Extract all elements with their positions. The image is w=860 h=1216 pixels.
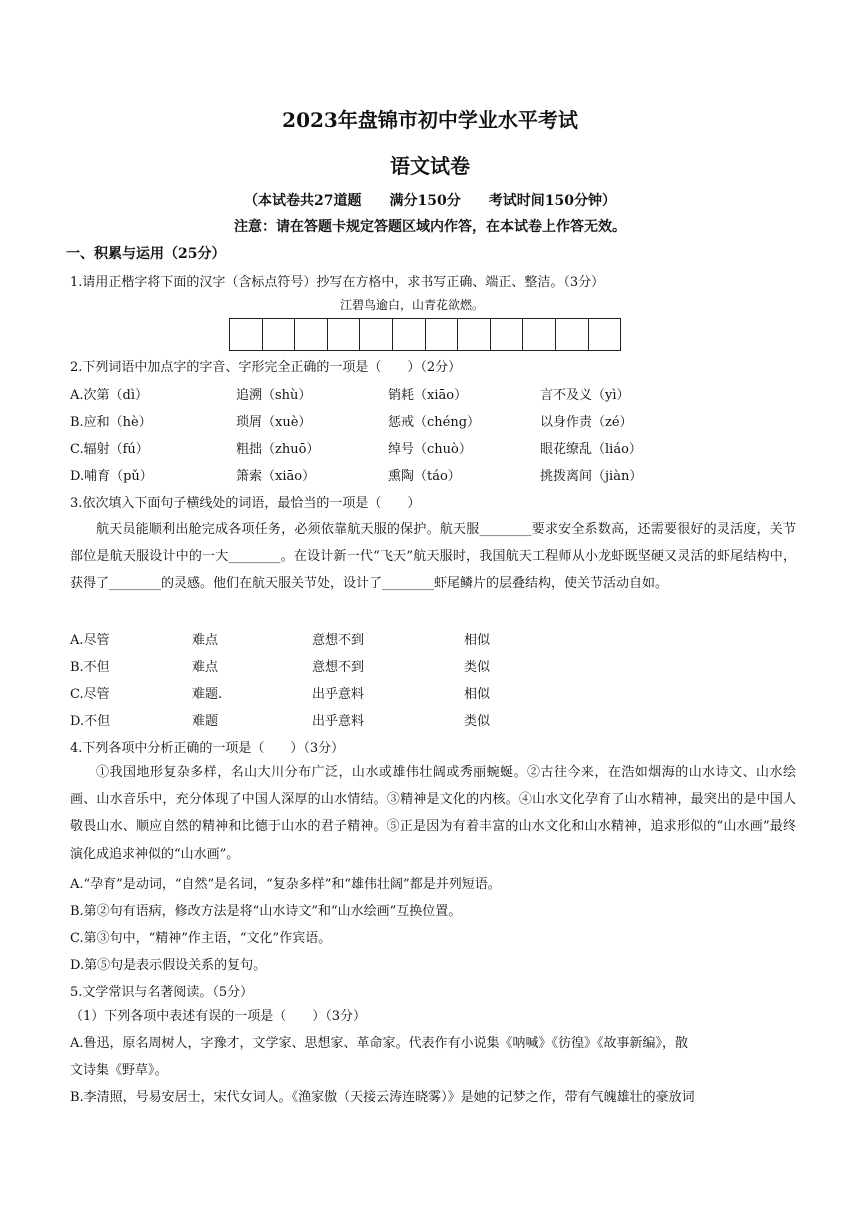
option-text: 眼花缭乱（liáo） xyxy=(540,442,642,457)
option-text: 挑拨离间（jiàn） xyxy=(540,469,643,484)
exam-title: 2023年盘锦市初中学业水平考试 xyxy=(282,108,578,132)
option-text: 相似 xyxy=(464,633,491,648)
question-5-sub1: （1）下列各项中表述有误的一项是（ ）（3分） xyxy=(70,1009,367,1024)
option-text: 销耗（xiāo） xyxy=(388,388,468,403)
option-text: 难点 xyxy=(192,660,219,675)
option-text: 言不及义（yì） xyxy=(540,388,630,403)
option-text: 箫索（xiāo） xyxy=(236,469,316,484)
option-text: 相似 xyxy=(464,687,491,702)
grid-cell[interactable] xyxy=(426,318,459,351)
option-text: 类似 xyxy=(464,660,491,675)
option-text: A.次第（dì） xyxy=(70,388,149,403)
option-text: C.辐射（fú） xyxy=(70,442,149,457)
grid-cell[interactable] xyxy=(230,318,263,351)
option-text: A.“孕育”是动词，“自然”是名词，“复杂多样”和“雄伟壮阔”都是并列短语。 xyxy=(70,877,501,892)
paper-subtitle: 语文试卷 xyxy=(390,154,470,178)
option-text: A.尽管 xyxy=(70,633,110,648)
option-text: 惩戒（chéng） xyxy=(388,415,481,430)
exam-info: （本试卷共27道题 满分150分 考试时间150分钟） xyxy=(244,193,616,209)
question-4-stem: 4.下列各项中分析正确的一项是（ ）（3分） xyxy=(70,741,345,756)
option-text: 难题. xyxy=(192,687,223,702)
question-3-passage: 航天员能顺利出舱完成各项任务，必须依靠航天服的保护。航天服________要求安全系数高，还需要很好的灵活度，关节部位是航天服设计中的一大________。在设计新一代“飞天”航天服时，我国航天工程师从小龙虾既坚硬又灵活的虾尾结构中，获得了________的灵感。他们在航天服关节处，设计了________虾尾鳞片的层叠结构，使关节活动自如。 xyxy=(70,522,796,592)
option-text: D.哺育（pǔ） xyxy=(70,469,153,484)
grid-cell[interactable] xyxy=(295,318,328,351)
option-text: B.不但 xyxy=(70,660,110,675)
option-text: 文诗集《野草》。 xyxy=(70,1063,168,1078)
option-text: 绰号（chuò） xyxy=(388,442,472,457)
option-text: 以身作责（zé） xyxy=(540,415,633,430)
option-text: 类似 xyxy=(464,714,491,729)
option-text: D.不但 xyxy=(70,714,111,729)
option-text: 琐屑（xuè） xyxy=(236,415,312,430)
option-text: B.第②句有语病，修改方法是将“山水诗文”和“山水绘画”互换位置。 xyxy=(70,904,462,919)
option-text: 粗拙（zhuō） xyxy=(236,442,320,457)
question-4-passage: ①我国地形复杂多样，名山大川分布广泛，山水或雄伟壮阔或秀丽蜿蜒。②古往今来，在浩如烟海的山水诗文、山水绘画、山水音乐中，充分体现了中国人深厚的山水情结。③精神是文化的内核。④山水文化孕育了山水精神，最突出的是中国人敬畏山水、顺应自然的精神和比德于山水的君子精神。⑤正是因为有着丰富的山水文化和山水精神，追求形似的“山水画”最终演化成追求神似的“山水画”。 xyxy=(70,765,796,862)
grid-cell[interactable] xyxy=(589,318,622,351)
option-text: 难点 xyxy=(192,633,219,648)
question-5-stem: 5.文学常识与名著阅读。（5分） xyxy=(70,985,254,1000)
option-text: 出乎意料 xyxy=(312,714,365,729)
grid-cell[interactable] xyxy=(556,318,589,351)
option-text: 意想不到 xyxy=(312,660,365,675)
grid-cell[interactable] xyxy=(458,318,491,351)
question-1-stem: 1.请用正楷字将下面的汉字（含标点符号）抄写在方格中，求书写正确、端正、整洁。（3分） xyxy=(70,275,605,290)
grid-cell[interactable] xyxy=(523,318,556,351)
grid-cell[interactable] xyxy=(263,318,296,351)
option-text: 熏陶（táo） xyxy=(388,469,461,484)
question-2-stem: 2.下列词语中加点字的字音、字形完全正确的一项是（ ）（2分） xyxy=(70,360,462,375)
question-3-stem: 3.依次填入下面句子横线处的词语，最恰当的一项是（ ） xyxy=(70,496,421,511)
option-text: 难题 xyxy=(192,714,219,729)
option-text: 追溯（shù） xyxy=(236,388,312,403)
exam-notice: 注意：请在答题卡规定答题区域内作答，在本试卷上作答无效。 xyxy=(234,219,626,235)
section-heading: 一、积累与运用（25分） xyxy=(66,246,226,262)
grid-cell[interactable] xyxy=(393,318,426,351)
option-text: C.第③句中，“精神”作主语，“文化”作宾语。 xyxy=(70,931,332,946)
option-text: A.鲁迅，原名周树人，字豫才，文学家、思想家、革命家。代表作有小说集《呐喊》《彷徨》《故事新编》，散 xyxy=(70,1036,689,1051)
grid-cell[interactable] xyxy=(491,318,524,351)
grid-cell[interactable] xyxy=(360,318,393,351)
option-text: 意想不到 xyxy=(312,633,365,648)
option-text: D.第⑤句是表示假设关系的复句。 xyxy=(70,958,267,973)
option-text: C.尽管 xyxy=(70,687,110,702)
option-text: 出乎意料 xyxy=(312,687,365,702)
grid-cell[interactable] xyxy=(328,318,361,351)
writing-grid[interactable] xyxy=(229,318,621,351)
question-1-text: 江碧鸟逾白，山青花欲燃。 xyxy=(340,298,485,312)
option-text: B.李清照，号易安居士，宋代女词人。《渔家傲（天接云涛连晓雾）》是她的记梦之作，带有气魄雄壮的豪放词 xyxy=(70,1090,695,1105)
option-text: B.应和（hè） xyxy=(70,415,152,430)
